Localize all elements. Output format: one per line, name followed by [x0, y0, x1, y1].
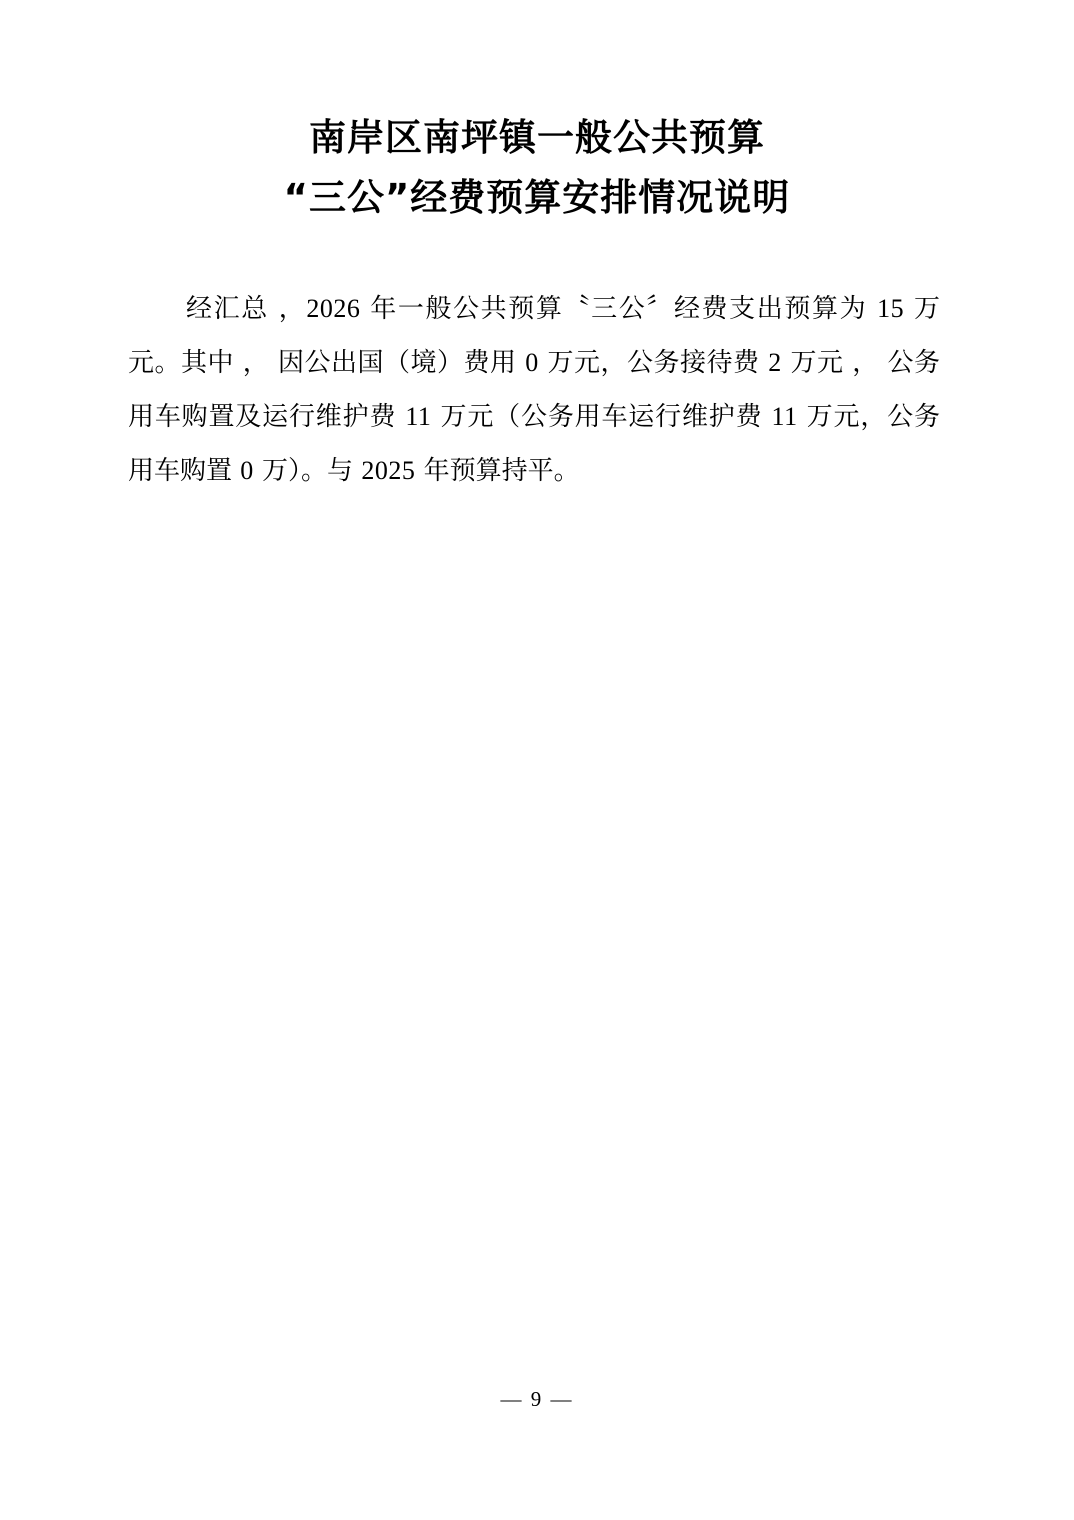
value-year-previous: 2025 [361, 456, 416, 485]
text-segment-9: 年预算持平。 [423, 456, 580, 486]
value-year-current: 2026 [306, 294, 361, 323]
text-segment-2: 年一般公共预算〝三公〞经费支出预算为 [370, 294, 868, 324]
page-title-line-1: 南岸区南坪镇一般公共预算 [309, 116, 765, 159]
page-number: — 9 — [500, 1387, 574, 1411]
paragraph-budget-summary [128, 282, 940, 498]
value-vehicle-maintain-amount: 11 [771, 402, 798, 431]
text-segment-7: 万元，公务用车购置 [128, 402, 940, 486]
text-segment-4: 万元，公务接待费 [547, 348, 760, 378]
value-total-amount: 15 [877, 294, 905, 323]
value-overseas-amount: 0 [525, 348, 539, 377]
value-vehicle-purchase-amount: 0 [240, 456, 254, 485]
page-title-line-2: “三公”经费预算安排情况说明 [283, 176, 791, 219]
text-segment-8: 万）。与 [262, 456, 354, 486]
text-segment-5: 万元 ， 公务用车购置及运行维护费 [128, 348, 941, 432]
value-vehicle-total-amount: 11 [405, 402, 432, 431]
text-segment-6: 万元（公务用车运行维护费 [440, 402, 763, 432]
value-reception-amount: 2 [768, 348, 782, 377]
text-segment-1: 经汇总 ， [186, 294, 307, 324]
text-segment-3: 万元。其中 ， 因公出国（境）费用 [128, 294, 941, 378]
page-title [0, 108, 1074, 228]
body-content [128, 282, 940, 498]
